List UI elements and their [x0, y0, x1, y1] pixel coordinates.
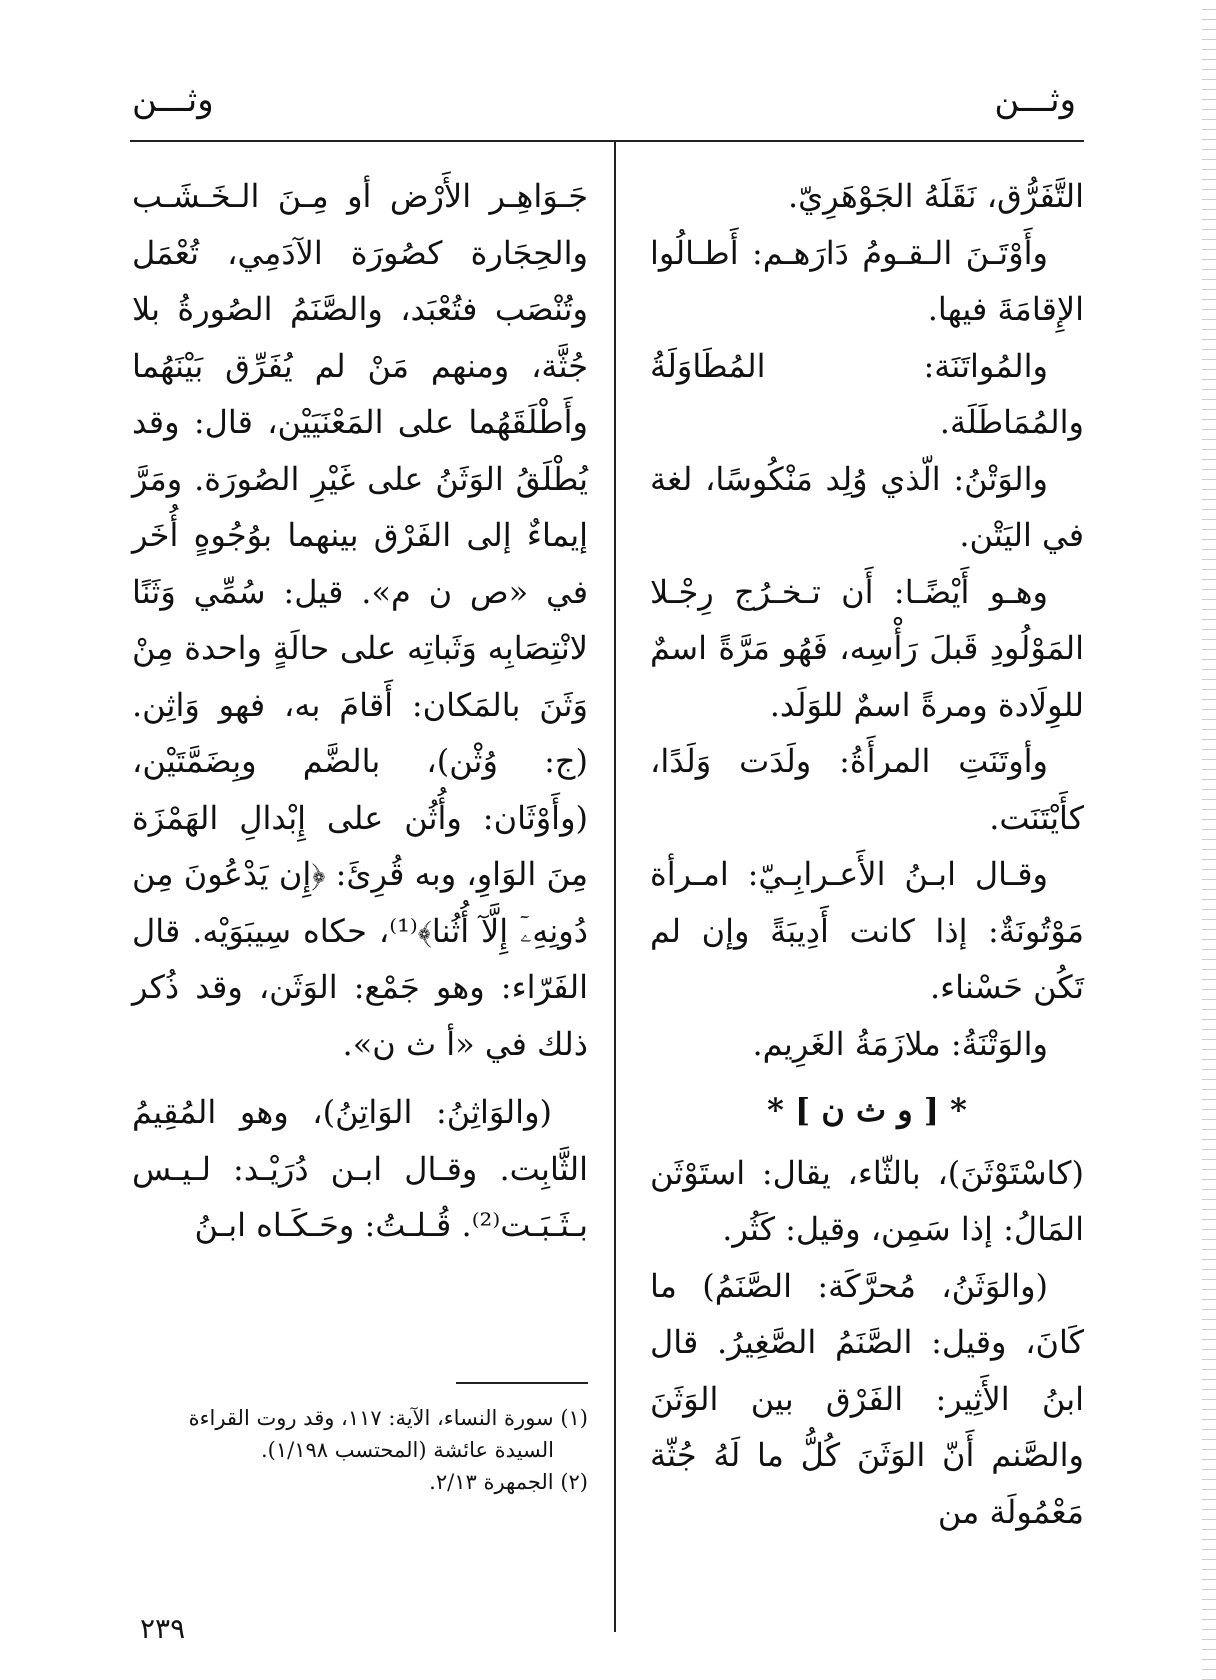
entry-paragraph: التَّفَرُّق، نَقَلَهُ الجَوْهَرِيّ. — [787, 177, 1084, 215]
scan-edge-marks — [1202, 0, 1216, 1680]
right-column — [650, 168, 1084, 1540]
footnote-1: (١) سورة النساء، الآية: ١١٧، وقد روت القراءة — [188, 1406, 588, 1430]
entry-paragraph: والمُواتَنَة: المُطَاوَلَةُ والمُمَاطَلَة. — [650, 346, 1084, 441]
page-number: ٢٣٩ — [140, 1612, 186, 1645]
entry-paragraph: (والوَاثِنُ: الوَاتِنُ)، وهو المُقِيمُ الثَّابِت. وقـال ابـن دُرَيْـد: لـيـس بـثَـبَـت⁽²⁾. قُـلـتُ: وحَـكَـاه ابـنُ — [132, 1093, 588, 1244]
left-column — [132, 168, 588, 1254]
root-heading: * [ و ث ن ] * — [767, 1091, 967, 1129]
header-rule — [130, 140, 1084, 142]
footnotes — [138, 1402, 588, 1498]
footnote-rule — [456, 1382, 588, 1384]
entry-paragraph: والوَتْنَةُ: ملازَمَةُ الغَرِيم. — [752, 1024, 1048, 1063]
running-header-right: وثـــن — [994, 80, 1076, 120]
entry-paragraph: وقـال ابـنُ الأَعـرابِـيّ: امـرأة مَوْتُونَةٌ: إذا كانت أَدِيبَةً وإن لم تَكُن حَسْناء. — [650, 855, 1084, 1006]
running-header-left: وثـــن — [132, 80, 214, 120]
entry-paragraph: وأوتَنَتِ المرأَةُ: ولَدَت وَلَدًا، كأَيْتَنَت. — [650, 742, 1084, 837]
footnote-2: (٢) الجمهرة ٢/١٣. — [429, 1470, 588, 1494]
entry-paragraph: (كاسْتَوْثَنَ)، بالثّاء، يقال: استَوْثَن المَالُ: إذا سَمِن، وقيل: كَثُر. — [650, 1153, 1084, 1248]
entry-paragraph: جَـوَاهِـر الأَرْض أو مِـنَ الـخَـشَـب والحِجَارة كصُورَة الآدَمِي، تُعْمَل وتُنْصَب فتُعْبَد، والصَّنَمُ الصُورةُ بلا جُثَّة، ومنهم مَنْ لم يُفَرِّق بَيْنَهُما وأَطْلَقَهُما على المَعْنَيَيْن، قال: وقد يُطْلَقُ الوَثَنُ على غَيْرِ الصُورَة. ومَرَّ إيماءٌ إلى الفَرْق بينهما بوُجُوهٍ أُخَر في «ص ن م». قيل: سُمِّي وَثَنًا لانْتِصَابِه وَثَباتِه على حالَةٍ واحدة مِنْ وَثَنَ بالمَكان: أَقامَ به، فهو وَاثِن. (ج: وُثْن)، بالضَّم وبِضَمَّتَيْن، (وأَوْثَان: وأُثُن على إِبْدالِ الهَمْزَة مِنَ الوَاوِ، وبه قُرِئَ: ﴿إِن يَدْعُونَ مِن دُونِهِۦٓ إِلَّآ أُثُنا﴾⁽¹⁾، حكاه سِيبَوَيْه. قال الفَرّاء: وهو جَمْع: الوَثَن، وقد ذُكر ذلك في «أ ث ن». — [132, 177, 589, 1063]
entry-paragraph: وأَوْتَـنَ الـقـومُ دَارَهـم: أَطـالُوا الإِقامَةَ فيها. — [650, 233, 1084, 328]
entry-paragraph: والوَتْنُ: الّذي وُلِد مَنْكُوسًا، لغة في اليَتْن. — [650, 459, 1084, 554]
column-divider — [614, 142, 616, 1632]
entry-paragraph: وهـو أَيْضًـا: أَن تـخـرُج رِجْـلا المَوْلُودِ قَبلَ رَأْسِه، فَهُو مَرَّةً اسمٌ للوِلَادة ومرةً اسمٌ للوَلَد. — [650, 572, 1084, 724]
entry-paragraph: (والوَثَنُ، مُحرَّكَة: الصَّنَمُ) ما كَانَ، وقيل: الصَّنَمُ الصَّغِيرُ. قال ابنُ الأَثِير: الفَرْق بين الوَثَنَ والصَّنم أَنّ الوَثَنَ كُلُّ ما لَهُ جُثّة مَعْمُولَة من — [650, 1266, 1084, 1531]
footnote-1-continuation: السيدة عائشة (المحتسب ١/١٩٨). — [260, 1438, 554, 1462]
